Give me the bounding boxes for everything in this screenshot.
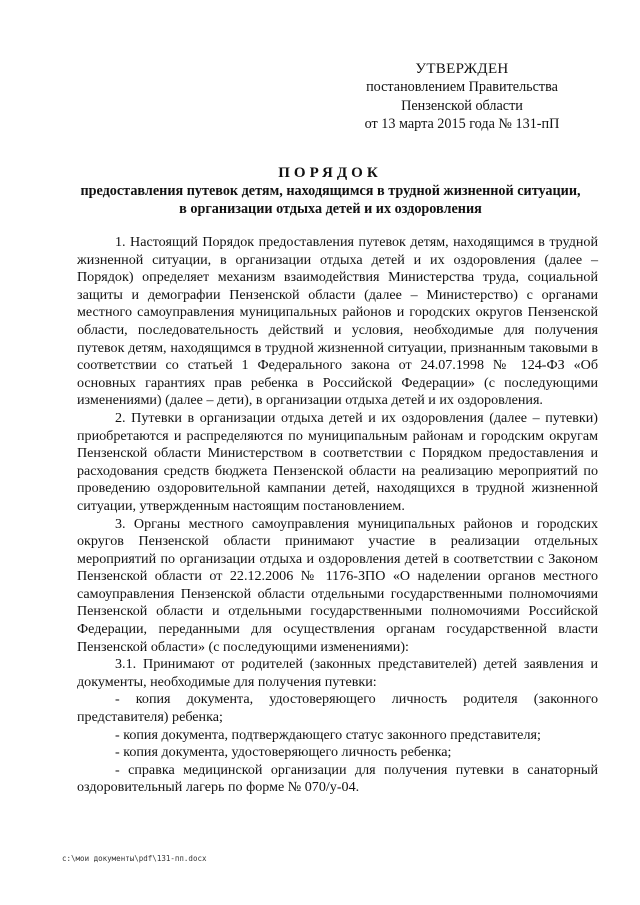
paragraph-3-1: 3.1. Принимают от родителей (законных представителей) детей заявления и документы, необходимые для получения путевки: xyxy=(77,656,598,690)
list-item: - копия документа, удостоверяющего личность родителя (законного представителя) ребенка; xyxy=(77,691,598,726)
approval-line-3: от 13 марта 2015 года № 131-пП xyxy=(364,115,560,132)
file-path-footer: c:\мои документы\pdf\131-пп.docx xyxy=(62,854,207,863)
paragraph-1: 1. Настоящий Порядок предоставления путевок детям, находящимся в трудной жизненной ситуации, в организации отдыха детей и их оздоровления (далее – Порядок) определяет механизм взаимодействия Министерства труда, социальной защиты и демографии Пензенской области (далее – Министерство) с органами местного самоуправления муниципальных районов и городских округов Пензенской области, последовательность действий и условия, необходимые для получения путевок детям, находящимся в трудной жизненной ситуации, признанным таковыми в соответствии со статьей 1 Федерального закона от 24.07.1998 № 124-ФЗ «Об основных гарантиях прав ребенка в Российской Федерации» (с последующими изменениями) (далее – дети), в организации отдыха детей и их оздоровления. xyxy=(77,234,598,409)
document-body xyxy=(77,234,598,797)
document-title: ПОРЯДОК xyxy=(278,165,382,181)
list-item: - копия документа, удостоверяющего личность ребенка; xyxy=(115,744,452,761)
paragraph-3: 3. Органы местного самоуправления муниципальных районов и городских округов Пензенской области принимают участие в реализации отдельных мероприятий по организации отдыха и оздоровления детей в соответствии с Законом Пензенской области от 22.12.2006 № 1176-ЗПО «О наделении органов местного самоуправления Пензенской области отдельными государственными полномочиями Пензенской области и отдельными государственными полномочиями Российской Федерации, переданными для осуществления органам государственной власти Пензенской области» (с последующими изменениями): xyxy=(77,515,598,655)
list-item: - копия документа, подтверждающего статус законного представителя; xyxy=(115,726,541,743)
approval-line-2: Пензенской области xyxy=(401,97,523,114)
list-item: - справка медицинской организации для получения путевки в санаторный оздоровительный лагерь по форме № 070/у-04. xyxy=(77,761,598,796)
approval-stamp xyxy=(342,60,582,133)
approval-heading: УТВЕРЖДЕН xyxy=(415,61,509,77)
document-subtitle: предоставления путевок детям, находящимся в трудной жизненной ситуации, в организации отдыха детей и их оздоровления xyxy=(80,183,581,217)
approval-line-1: постановлением Правительства xyxy=(366,79,558,96)
paragraph-2: 2. Путевки в организации отдыха детей и их оздоровления (далее – путевки) приобретаются и распределяются по муниципальным районам и городским округам Пензенской области Министерством в соответствии с Порядком предоставления и расходования средств бюджета Пензенской области на реализацию мероприятий по проведению оздоровительной кампании детей, находящихся в трудной жизненной ситуации, утвержденным настоящим постановлением. xyxy=(77,409,598,514)
